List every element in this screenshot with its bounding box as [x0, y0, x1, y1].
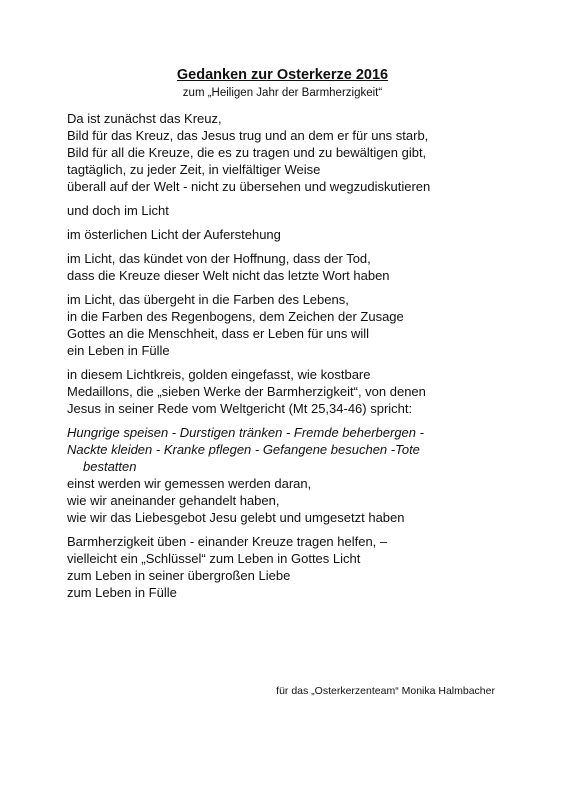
text-line: und doch im Licht [67, 203, 169, 218]
text-line: im Licht, das kündet von der Hoffnung, dass der Tod, [67, 251, 371, 266]
text-line: tagtäglich, zu jeder Zeit, in vielfältiger Weise [67, 162, 321, 177]
text-line: einst werden wir gemessen werden daran, [67, 476, 312, 491]
text-line: Da ist zunächst das Kreuz, [67, 111, 222, 126]
stanza-rainbow [67, 291, 552, 359]
text-line: in die Farben des Regenbogens, dem Zeichen der Zusage [67, 309, 404, 324]
stanza-mercy [67, 533, 552, 601]
text-line: vielleicht ein „Schlüssel“ zum Leben in Gottes Licht [67, 551, 361, 566]
text-line: in diesem Lichtkreis, golden eingefasst, wie kostbare [67, 367, 371, 382]
text-line: Jesus in seiner Rede vom Weltgericht (Mt 25,34-46) spricht: [67, 401, 413, 416]
stanza-light [67, 202, 552, 219]
italic-line: Hungrige speisen - Durstigen tränken - Fremde beherbergen - [67, 425, 424, 440]
text-line: wie wir aneinander gehandelt haben, [67, 493, 280, 508]
poem-body [67, 110, 552, 608]
text-line: ein Leben in Fülle [67, 343, 170, 358]
text-line: im österlichen Licht der Auferstehung [67, 227, 281, 242]
text-line: zum Leben in Fülle [67, 585, 177, 600]
text-line: im Licht, das übergeht in die Farben des Lebens, [67, 292, 349, 307]
text-line: wie wir das Liebesgebot Jesu gelebt und umgesetzt haben [67, 510, 405, 525]
text-line: zum Leben in seiner übergroßen Liebe [67, 568, 291, 583]
stanza-hope [67, 250, 552, 284]
text-line: Bild für all die Kreuze, die es zu tragen und zu bewältigen gibt, [67, 145, 427, 160]
text-line: Gottes an die Menschheit, dass er Leben für uns will [67, 326, 370, 341]
document-title: Gedanken zur Osterkerze 2016 [176, 67, 389, 83]
author-credit: für das „Osterkerzenteam“ Monika Halmbacher [276, 685, 495, 697]
document-subtitle: zum „Heiligen Jahr der Barmherzigkeit“ [182, 87, 383, 99]
stanza-works-of-mercy [67, 424, 552, 526]
italic-line: bestatten [83, 459, 137, 474]
stanza-cross [67, 110, 552, 195]
stanza-easter-light [67, 226, 552, 243]
italic-line: Nackte kleiden - Kranke pflegen - Gefangene besuchen -Tote [67, 442, 420, 457]
text-line: Medaillons, die „sieben Werke der Barmherzigkeit“, von denen [67, 384, 426, 399]
text-line: überall auf der Welt - nicht zu übersehen und wegzudiskutieren [67, 179, 431, 194]
text-line: dass die Kreuze dieser Welt nicht das letzte Wort haben [67, 268, 390, 283]
text-line: Barmherzigkeit üben - einander Kreuze tragen helfen, – [67, 534, 388, 549]
stanza-medallions [67, 366, 552, 417]
text-line: Bild für das Kreuz, das Jesus trug und an dem er für uns starb, [67, 128, 429, 143]
